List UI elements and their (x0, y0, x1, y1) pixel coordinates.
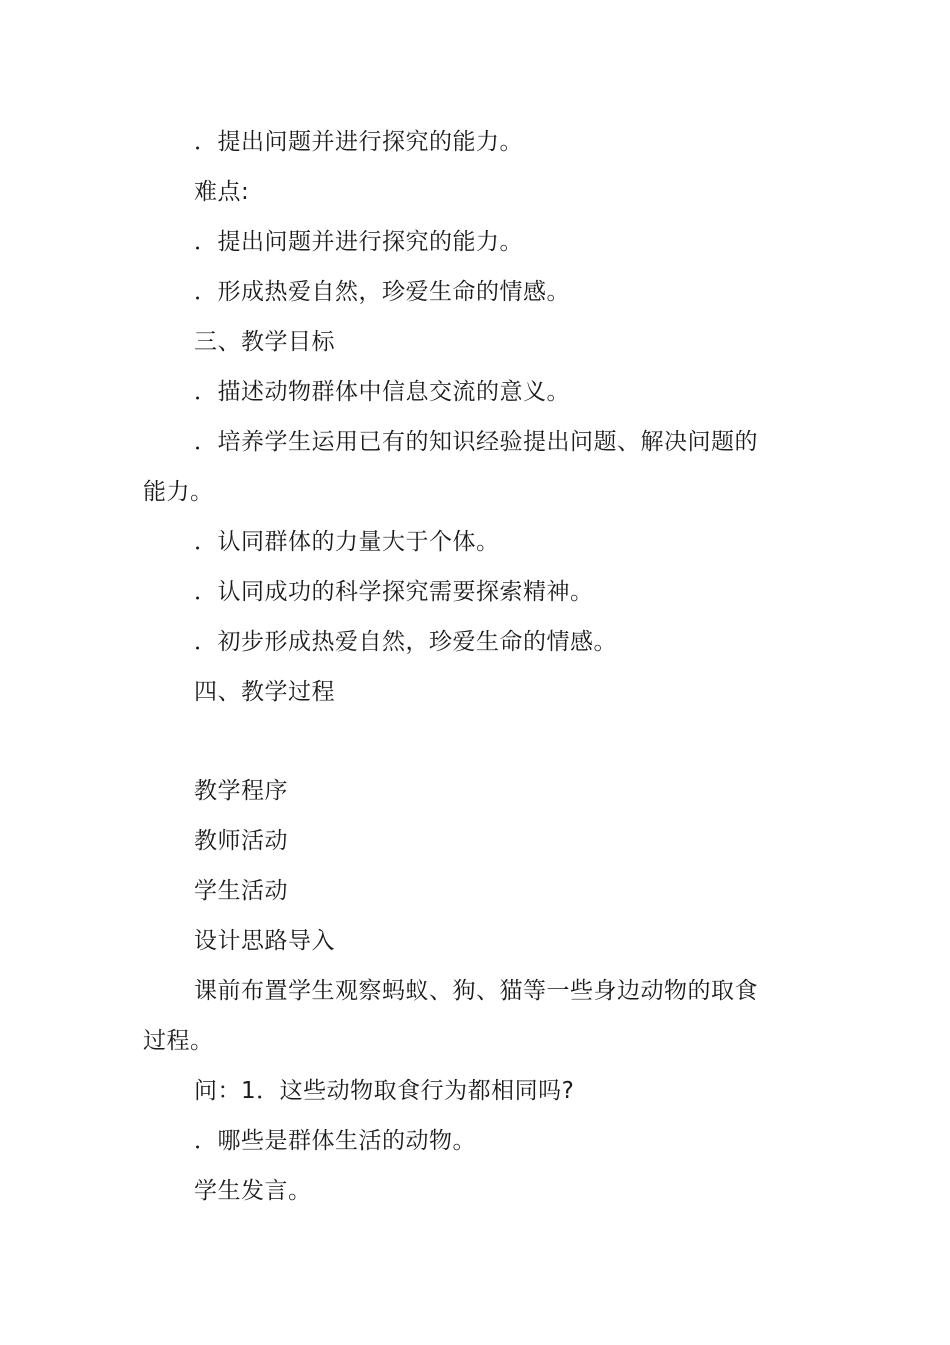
section-heading: 四、教学过程 (194, 679, 335, 705)
table-label-student: 学生活动 (194, 878, 288, 904)
text-line: 学生发言。 (194, 1178, 312, 1204)
text-line: ．初步形成热爱自然，珍爱生命的情感。 (194, 629, 617, 655)
section-label-difficulty: 难点: (194, 179, 250, 205)
text-line: 课前布置学生观察蚂蚁、狗、猫等一些身边动物的取食 (194, 978, 758, 1004)
question-line: 问：1．这些动物取食行为都相同吗? (194, 1078, 575, 1104)
text-line: ．认同成功的科学探究需要探索精神。 (194, 579, 594, 605)
text-line: ．形成热爱自然，珍爱生命的情感。 (194, 279, 570, 305)
text-line: ．认同群体的力量大于个体。 (194, 529, 500, 555)
section-heading: 三、教学目标 (194, 329, 335, 355)
text-line: ．培养学生运用已有的知识经验提出问题、解决问题的 (194, 429, 758, 455)
text-line: ．提出问题并进行探究的能力。 (194, 229, 523, 255)
text-line-continuation: 能力。 (143, 479, 214, 505)
table-label-design: 设计思路导入 (194, 928, 335, 954)
text-line-continuation: 过程。 (143, 1028, 214, 1054)
table-label-procedure: 教学程序 (194, 778, 288, 804)
text-line: ．描述动物群体中信息交流的意义。 (194, 379, 570, 405)
text-line: ．提出问题并进行探究的能力。 (194, 129, 523, 155)
text-line: ．哪些是群体生活的动物。 (194, 1128, 476, 1154)
table-label-teacher: 教师活动 (194, 828, 288, 854)
